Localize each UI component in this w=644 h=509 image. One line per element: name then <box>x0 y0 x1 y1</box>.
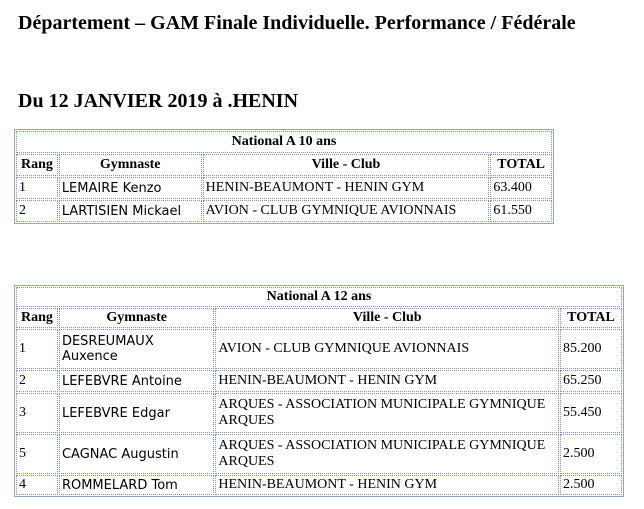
club-cell: ARQUES - ASSOCIATION MUNICIPALE GYMNIQUE ARQUES <box>215 393 559 433</box>
column-header-club: Ville - Club <box>215 308 559 328</box>
club-cell: HENIN-BEAUMONT - HENIN GYM <box>203 177 490 199</box>
column-header-gymnaste: Gymnaste <box>59 308 214 328</box>
column-header-rang: Rang <box>16 308 58 328</box>
column-header-gymnaste: Gymnaste <box>59 154 202 176</box>
total-cell: 65.250 <box>560 370 622 392</box>
club-cell: HENIN-BEAUMONT - HENIN GYM <box>215 370 559 392</box>
table-row <box>16 434 622 474</box>
table-caption: National A 10 ans <box>16 131 552 153</box>
rank-cell: 1 <box>16 329 58 369</box>
column-header-total: TOTAL <box>490 154 552 176</box>
results-table-national-a-10 <box>14 129 554 224</box>
page-title: Département – GAM Finale Individuelle. Performance / Fédérale <box>18 12 576 34</box>
table-row <box>16 475 622 495</box>
table-row <box>16 393 622 433</box>
rank-cell: 3 <box>16 393 58 433</box>
table-row <box>16 200 552 222</box>
rank-cell: 2 <box>16 200 58 222</box>
column-header-total: TOTAL <box>560 308 622 328</box>
gymnast-cell: LARTISIEN Mickael <box>59 200 202 222</box>
table-row <box>16 370 622 392</box>
club-cell: HENIN-BEAUMONT - HENIN GYM <box>215 475 559 495</box>
rank-cell: 1 <box>16 177 58 199</box>
column-header-rang: Rang <box>16 154 58 176</box>
club-cell: AVION - CLUB GYMNIQUE AVIONNAIS <box>215 329 559 369</box>
total-cell: 85.200 <box>560 329 622 369</box>
gymnast-cell: DESREUMAUX Auxence <box>59 329 214 369</box>
total-cell: 63.400 <box>490 177 552 199</box>
total-cell: 55.450 <box>560 393 622 433</box>
gymnast-cell: LEFEBVRE Edgar <box>59 393 214 433</box>
total-cell: 2.500 <box>560 434 622 474</box>
club-cell: AVION - CLUB GYMNIQUE AVIONNAIS <box>203 200 490 222</box>
results-table-national-a-12 <box>14 285 624 497</box>
table-row <box>16 329 622 369</box>
gymnast-cell: LEFEBVRE Antoine <box>59 370 214 392</box>
gymnast-cell: LEMAIRE Kenzo <box>59 177 202 199</box>
competition-date: Du 12 JANVIER 2019 à .HENIN <box>18 90 299 112</box>
rank-cell: 4 <box>16 475 58 495</box>
rank-cell: 2 <box>16 370 58 392</box>
table-caption: National A 12 ans <box>16 287 622 307</box>
club-cell: ARQUES - ASSOCIATION MUNICIPALE GYMNIQUE ARQUES <box>215 434 559 474</box>
rank-cell: 5 <box>16 434 58 474</box>
gymnast-cell: CAGNAC Augustin <box>59 434 214 474</box>
total-cell: 2.500 <box>560 475 622 495</box>
table-row <box>16 177 552 199</box>
total-cell: 61.550 <box>490 200 552 222</box>
gymnast-cell: ROMMELARD Tom <box>59 475 214 495</box>
column-header-club: Ville - Club <box>203 154 490 176</box>
